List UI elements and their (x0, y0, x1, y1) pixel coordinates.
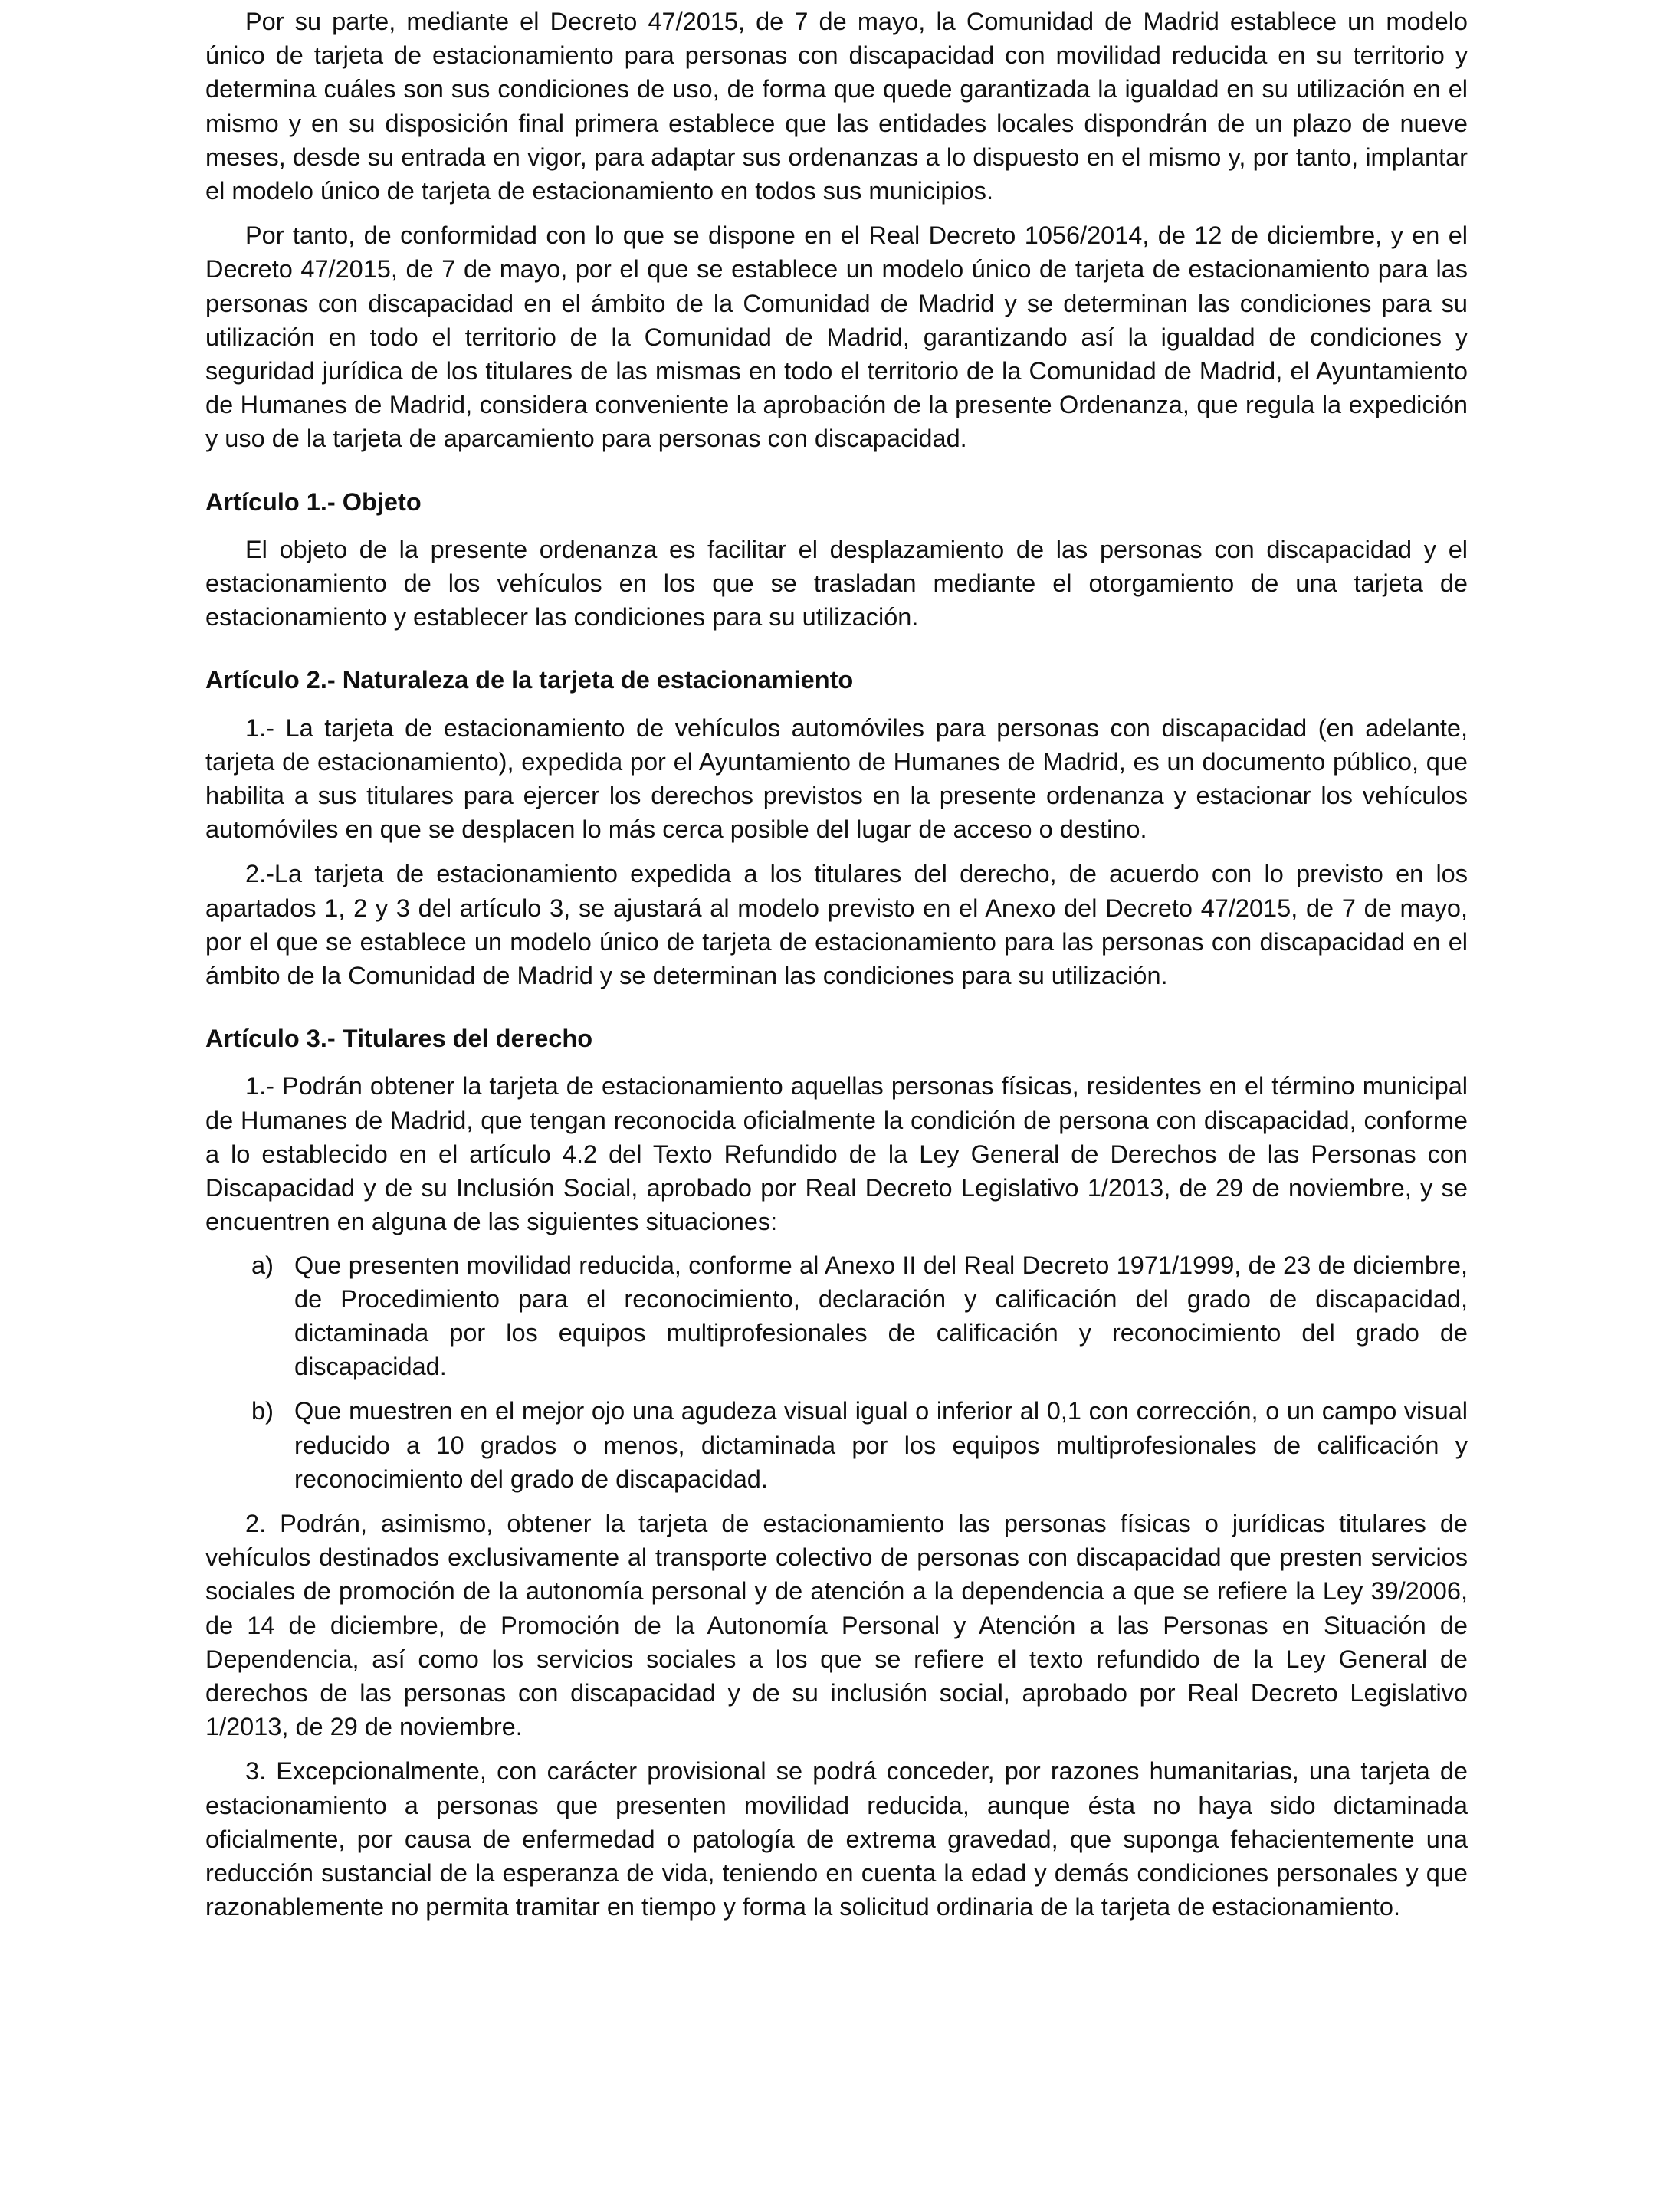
article-3-situations-list (205, 1248, 1468, 1496)
article-3-paragraph-3: 3. Excepcionalmente, con carácter provisional se podrá conceder, por razones humanitarias, una tarjeta de estacionamiento a personas que presenten movilidad reducida, aunque ésta no haya sido dictaminada oficialmente, por causa de enfermedad o patología de extrema gravedad, que suponga fehacientemente una reducción sustancial de la esperanza de vida, teniendo en cuenta la edad y demás condiciones personales y que razonablemente no permita tramitar en tiempo y forma la solicitud ordinaria de la tarjeta de estacionamiento. (205, 1757, 1468, 1921)
article-2-paragraph-2: 2.-La tarjeta de estacionamiento expedida a los titulares del derecho, de acuerdo con lo previsto en los apartados 1, 2 y 3 del artículo 3, se ajustará al modelo previsto en el Anexo del Decreto 47/2015, de 7 de mayo, por el que se establece un modelo único de tarjeta de estacionamiento para las personas con discapacidad en el ámbito de la Comunidad de Madrid y se determinan las condiciones para su utilización. (205, 860, 1468, 990)
document-page (205, 5, 1468, 1924)
article-2-heading: Artículo 2.- Naturaleza de la tarjeta de estacionamiento (205, 666, 854, 694)
intro-paragraph-2: Por tanto, de conformidad con lo que se dispone en el Real Decreto 1056/2014, de 12 de diciembre, y en el Decreto 47/2015, de 7 de mayo, por el que se establece un modelo único de tarjeta de estacionamiento para las personas con discapacidad en el ámbito de la Comunidad de Madrid y se determinan las condiciones para su utilización en todo el territorio de la Comunidad de Madrid, garantizando así la igualdad de condiciones y seguridad jurídica de los titulares de las mismas en todo el territorio de la Comunidad de Madrid, el Ayuntamiento de Humanes de Madrid, considera conveniente la aprobación de la presente Ordenanza, que regula la expedición y uso de la tarjeta de aparcamiento para personas con discapacidad. (205, 221, 1468, 453)
list-item (205, 1248, 1468, 1384)
list-item-marker: b) (251, 1397, 274, 1425)
list-item (205, 1394, 1468, 1496)
article-1-paragraph-1: El objeto de la presente ordenanza es facilitar el desplazamiento de las personas con discapacidad y el estacionamiento de los vehículos en los que se trasladan mediante el otorgamiento de una tarjeta de estacionamiento y establecer las condiciones para su utilización. (205, 535, 1468, 631)
article-3-heading: Artículo 3.- Titulares del derecho (205, 1025, 593, 1053)
article-3-paragraph-2: 2. Podrán, asimismo, obtener la tarjeta de estacionamiento las personas físicas o jurídicas titulares de vehículos destinados exclusivamente al transporte colectivo de personas con discapacidad que presten servicios sociales de promoción de la autonomía personal y de atención a la dependencia a que se refiere la Ley 39/2006, de 14 de diciembre, de Promoción de la Autonomía Personal y Atención a las Personas en Situación de Dependencia, así como los servicios sociales a los que se refiere el texto refundido de la Ley General de derechos de las personas con discapacidad y de su inclusión social, aprobado por Real Decreto Legislativo 1/2013, de 29 de noviembre. (205, 1509, 1468, 1741)
article-3-paragraph-1: 1.- Podrán obtener la tarjeta de estacionamiento aquellas personas físicas, residentes en el término municipal de Humanes de Madrid, que tengan reconocida oficialmente la condición de persona con discapacidad, conforme a lo establecido en el artículo 4.2 del Texto Refundido de la Ley General de Derechos de las Personas con Discapacidad y de su Inclusión Social, aprobado por Real Decreto Legislativo 1/2013, de 29 de noviembre, y se encuentren en alguna de las siguientes situaciones: (205, 1072, 1468, 1236)
list-item-marker: a) (251, 1251, 274, 1279)
article-2-paragraph-1: 1.- La tarjeta de estacionamiento de vehículos automóviles para personas con discapacidad (en adelante, tarjeta de estacionamiento), expedida por el Ayuntamiento de Humanes de Madrid, es un documento público, que habilita a sus titulares para ejercer los derechos previstos en la presente ordenanza y estacionar los vehículos automóviles en que se desplacen lo más cerca posible del lugar de acceso o destino. (205, 713, 1468, 844)
article-1-heading: Artículo 1.- Objeto (205, 487, 422, 516)
intro-paragraph-1: Por su parte, mediante el Decreto 47/2015, de 7 de mayo, la Comunidad de Madrid establece un modelo único de tarjeta de estacionamiento para personas con discapacidad con movilidad reducida en su territorio y determina cuáles son sus condiciones de uso, de forma que quede garantizada la igualdad en su utilización en el mismo y en su disposición final primera establece que las entidades locales dispondrán de un plazo de nueve meses, desde su entrada en vigor, para adaptar sus ordenanzas a lo dispuesto en el mismo y, por tanto, implantar el modelo único de tarjeta de estacionamiento en todos sus municipios. (205, 8, 1468, 205)
list-item-text: Que presenten movilidad reducida, conforme al Anexo II del Real Decreto 1971/1999, de 23 de diciembre, de Procedimiento para el reconocimiento, declaración y calificación del grado de discapacidad, dictaminada por los equipos multiprofesionales de calificación y reconocimiento del grado de discapacidad. (294, 1251, 1468, 1381)
list-item-text: Que muestren en el mejor ojo una agudeza visual igual o inferior al 0,1 con corrección, o un campo visual reducido a 10 grados o menos, dictaminada por los equipos multiprofesionales de calificación y reconocimiento del grado de discapacidad. (294, 1397, 1468, 1493)
